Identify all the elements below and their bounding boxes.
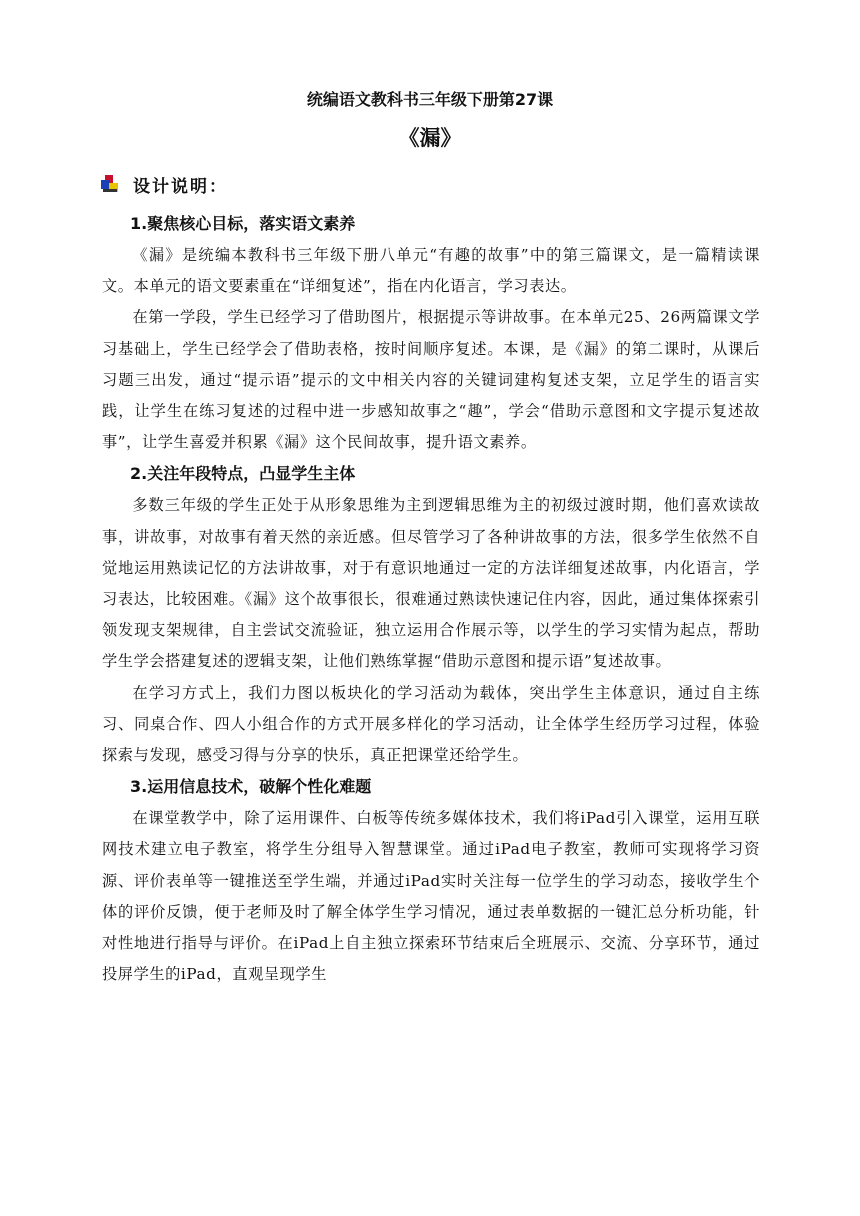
bullet-icon (101, 175, 119, 193)
document-title: 《漏》 (398, 126, 462, 150)
section-heading: 3.运用信息技术，破解个性化难题 (130, 777, 372, 797)
paragraph: 《漏》是统编本教科书三年级下册八单元“有趣的故事”中的第三篇课文，是一篇精读课文。本单元的语文要素重在“详细复述”，指在内化语言，学习表达。 (102, 246, 760, 296)
paragraph: 在课堂教学中，除了运用课件、白板等传统多媒体技术，我们将iPad引入课堂，运用互联网技术建立电子教室，将学生分组导入智慧课堂。通过iPad电子教室，教师可实现将学习资源、评价表单等一键推送至学生端，并通过iPad实时关注每一位学生的学习动态，接收学生个体的评价反馈，便于老师及时了解全体学生学习情况，通过表单数据的一键汇总分析功能，针对性地进行指导与评价。在iPad上自主独立探索环节结束后全班展示、交流、分享环节，通过投屏学生的iPad，直观呈现学生 (102, 809, 760, 984)
section-2 (102, 458, 760, 771)
section-heading: 2.关注年段特点，凸显学生主体 (130, 464, 356, 484)
design-heading-label: 设计说明： (133, 176, 228, 197)
design-heading (101, 172, 228, 196)
section-3 (102, 771, 760, 990)
paragraph: 在学习方式上，我们力图以板块化的学习活动为载体，突出学生主体意识，通过自主练习、同桌合作、四人小组合作的方式开展多样化的学习活动，让全体学生经历学习过程，体验探索与发现，感受习得与分享的快乐，真正把课堂还给学生。 (102, 683, 760, 765)
section-heading: 1.聚焦核心目标，落实语文素养 (130, 214, 356, 233)
section-1 (102, 208, 760, 458)
document-subtitle: 统编语文教科书三年级下册第27课 (306, 90, 554, 109)
paragraph: 在第一学段，学生已经学习了借助图片，根据提示等讲故事。在本单元25、26两篇课文学习基础上，学生已经学会了借助表格，按时间顺序复述。本课，是《漏》的第二课时，从课后习题三出发，通过“提示语”提示的文中相关内容的关键词建构复述支架，立足学生的语言实践，让学生在练习复述的过程中进一步感知故事之“趣”，学会“借助示意图和文字提示复述故事”，让学生喜爱并积累《漏》这个民间故事，提升语文素养。 (102, 308, 760, 452)
document-body (102, 208, 760, 990)
paragraph: 多数三年级的学生正处于从形象思维为主到逻辑思维为主的初级过渡时期，他们喜欢读故事，讲故事，对故事有着天然的亲近感。但尽管学习了各种讲故事的方法，很多学生依然不自觉地运用熟读记忆的方法讲故事，对于有意识地通过一定的方法详细复述故事，内化语言，学习表达，比较困难。《漏》这个故事很长，很难通过熟读快速记住内容，因此，通过集体探索引领发现支架规律，自主尝试交流验证，独立运用合作展示等，以学生的学习实情为起点，帮助学生学会搭建复述的逻辑支架，让他们熟练掌握“借助示意图和提示语”复述故事。 (102, 496, 760, 671)
